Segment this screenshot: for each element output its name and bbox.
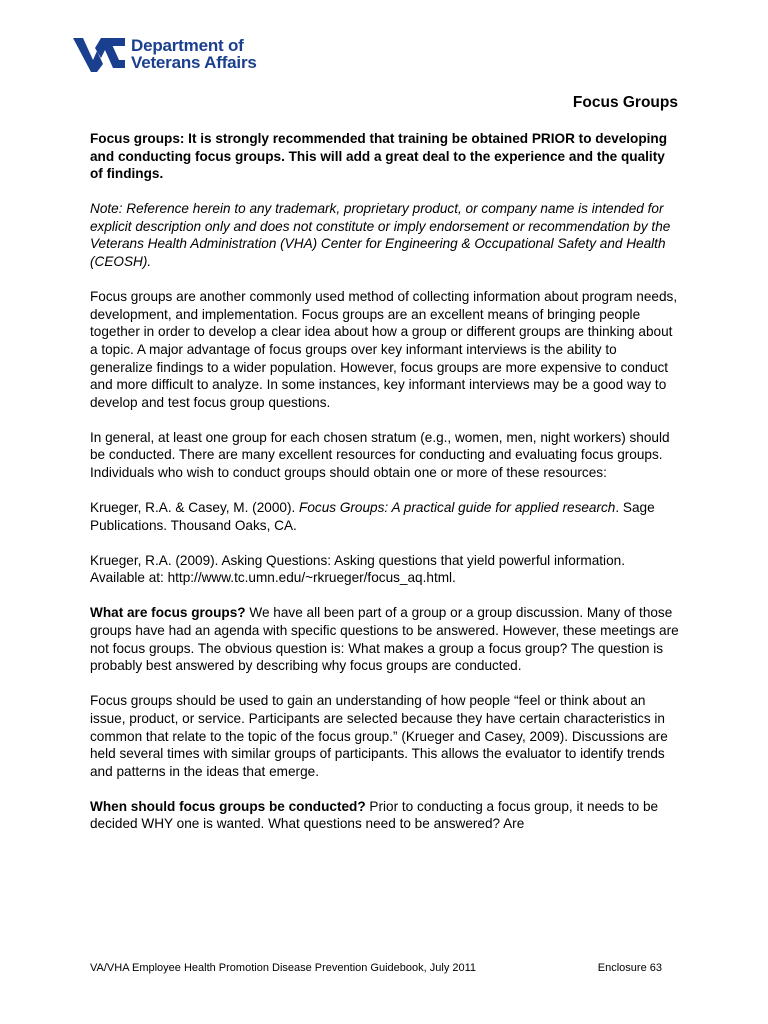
document-body: [90, 130, 680, 851]
trademark-note: Note: Reference herein to any trademark, proprietary product, or company name is intended for explicit description only and does not constitute or imply endorsement or recommendation by the Veterans Health Administration (VHA) Center for Engineering & Occupational Safety and Health (CEOSH).: [90, 201, 671, 270]
what-are-text: We have all been part of a group or a group discussion. Many of those groups have had an agenda with specific questions to be answered. However, these meetings are not focus groups. The obvious question is: What makes a group a focus group? The question is probably best answered by describing why focus groups are conducted.: [90, 605, 679, 674]
page-title: Focus Groups: [572, 94, 678, 111]
va-logo: [73, 34, 257, 74]
logo-line1: Department of: [131, 36, 244, 55]
logo-text: [131, 37, 257, 71]
paragraph-overview: Focus groups are another commonly used method of collecting information about program needs, development, and implementation. Focus groups are an excellent means of bringing people together in order to develop a clear idea about how a group or different groups are thinking about a topic. A major advantage of focus groups over key informant interviews is the ability to generalize findings to a wider population. However, focus groups are more expensive to conduct and more difficult to analyze. In some instances, key informant interviews may be a good way to develop and test focus group questions.: [90, 289, 678, 410]
paragraph-strata: In general, at least one group for each chosen stratum (e.g., women, men, night workers) should be conducted. There are many excellent resources for conducting and evaluating focus groups. Individuals who wish to conduct groups should obtain one or more of these resources:: [90, 429, 670, 480]
ref1-authors: Krueger, R.A. & Casey, M. (2000).: [90, 500, 300, 516]
logo-line2: Veterans Affairs: [131, 53, 257, 72]
footer-guidebook: VA/VHA Employee Health Promotion Disease Prevention Guidebook, July 2011: [90, 962, 477, 974]
ref1-publisher: . Sage Publications. Thousand Oaks, CA.: [90, 500, 655, 533]
reference-krueger-casey: [90, 499, 680, 534]
ref1-title: Focus Groups: A practical guide for applied research: [299, 500, 616, 516]
va-seal-icon: [73, 34, 125, 74]
paragraph-purpose: Focus groups should be used to gain an understanding of how people “feel or think about an issue, product, or service. Participants are selected because they have certain characteristics in common that relate to the topic of the focus group.” (Krueger and Casey, 2009). Discussions are held several times with similar groups of participants. This allows the evaluator to identify trends and patterns in the ideas that emerge.: [90, 693, 668, 779]
page-footer: [90, 962, 662, 974]
section-what-are: [90, 604, 680, 674]
intro-warning: Focus groups: It is strongly recommended that training be obtained PRIOR to developing and conducting focus groups. This will add a great deal to the experience and the quality of findings.: [90, 131, 668, 182]
reference-krueger-2009: Krueger, R.A. (2009). Asking Questions: Asking questions that yield powerful information. Available at: http://www.tc.umn.edu/~rkrueger/focus_aq.html.: [90, 552, 625, 586]
section-when: [90, 798, 680, 833]
footer-enclosure: Enclosure 63: [597, 962, 662, 974]
when-heading: When should focus groups be conducted?: [90, 798, 366, 814]
when-text: Prior to conducting a focus group, it needs to be decided WHY one is wanted. What questions need to be answered? Are: [90, 798, 659, 832]
what-are-heading: What are focus groups?: [90, 605, 246, 621]
